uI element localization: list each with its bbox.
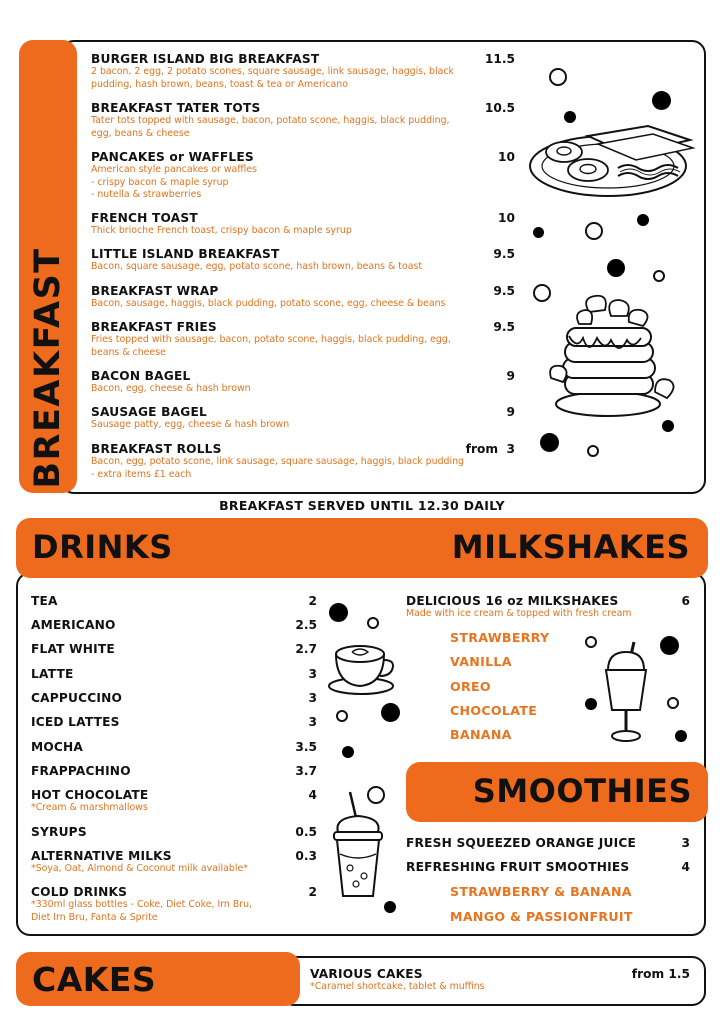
breakfast-plate-icon xyxy=(528,122,698,202)
smoothie-flavour: STRAWBERRY & BANANA xyxy=(450,884,632,899)
breakfast-item-price: 10.5 xyxy=(484,101,515,115)
cakes-desc: *Caramel shortcake, tablet & muffins xyxy=(310,981,485,992)
breakfast-item-name: BURGER ISLAND BIG BREAKFAST xyxy=(91,52,320,66)
breakfast-item-price: 9 xyxy=(506,405,515,419)
decor-dot xyxy=(533,284,551,302)
drink-item-row xyxy=(31,667,317,681)
drink-item xyxy=(31,691,317,705)
breakfast-item-row xyxy=(91,284,515,298)
breakfast-item xyxy=(91,150,515,202)
breakfast-item-desc: 2 bacon, 2 egg, 2 potato scones, square sausage, link sausage, haggis, black xyxy=(91,66,454,77)
drink-item-name: ICED LATTES xyxy=(31,715,120,729)
drink-item-price: 2.7 xyxy=(295,642,317,656)
drink-item-row xyxy=(31,691,317,705)
drink-item-price: 2 xyxy=(308,594,317,608)
breakfast-item-row xyxy=(91,247,515,261)
drink-item-name: MOCHA xyxy=(31,740,84,754)
drink-item xyxy=(31,885,317,924)
breakfast-item-row xyxy=(91,405,515,419)
drink-item-name: COLD DRINKS xyxy=(31,885,128,899)
drink-item-name: FLAT WHITE xyxy=(31,642,115,656)
smoothie-item-name: FRESH SQUEEZED ORANGE JUICE xyxy=(406,836,637,850)
drinks-heading: DRINKS xyxy=(32,528,173,566)
milkshakes-title-row xyxy=(406,594,690,608)
drink-item-row xyxy=(31,715,317,729)
breakfast-item-name: BREAKFAST FRIES xyxy=(91,320,217,334)
milkshakes-desc: Made with ice cream & topped with fresh cream xyxy=(406,608,632,619)
breakfast-item-desc: Sausage patty, egg, cheese & hash brown xyxy=(91,419,290,430)
milkshake-glass-icon xyxy=(600,640,652,744)
drink-item xyxy=(31,715,317,729)
breakfast-item-name: LITTLE ISLAND BREAKFAST xyxy=(91,247,280,261)
breakfast-item-price: 9.5 xyxy=(493,284,515,298)
drink-item-row xyxy=(31,642,317,656)
drink-item-desc: *330ml glass bottles - Coke, Diet Coke, Irn Bru, xyxy=(31,899,253,910)
smoothie-item xyxy=(406,860,690,874)
drink-item-price: 2.5 xyxy=(295,618,317,632)
decor-dot xyxy=(367,617,379,629)
breakfast-heading: BREAKFAST xyxy=(28,247,68,489)
breakfast-item xyxy=(91,211,515,238)
decor-dot xyxy=(381,703,400,722)
smoothie-item-price: 4 xyxy=(681,860,690,874)
decor-dot xyxy=(637,214,649,226)
breakfast-item xyxy=(91,369,515,396)
decor-dot xyxy=(367,786,385,804)
drink-item-price: 2 xyxy=(308,885,317,899)
breakfast-item-row xyxy=(91,211,515,225)
breakfast-item-desc: - crispy bacon & maple syrup xyxy=(91,176,229,188)
smoothie-item-price: 3 xyxy=(681,836,690,850)
breakfast-item xyxy=(91,320,515,359)
breakfast-item-desc: Thick brioche French toast, crispy bacon & maple syrup xyxy=(91,225,352,236)
milkshakes-title: DELICIOUS 16 oz MILKSHAKES xyxy=(406,594,619,608)
breakfast-item-desc: Tater tots topped with sausage, bacon, potato scone, haggis, black pudding, xyxy=(91,115,450,126)
decor-dot xyxy=(533,227,544,238)
breakfast-item-name: BREAKFAST ROLLS xyxy=(91,442,222,456)
decor-dot xyxy=(336,710,348,722)
milkshake-flavour: VANILLA xyxy=(450,654,512,669)
decor-dot xyxy=(585,698,597,710)
drink-item-name: FRAPPACHINO xyxy=(31,764,131,778)
breakfast-item-desc: pudding, hash brown, beans, toast & tea or Americano xyxy=(91,78,348,90)
breakfast-item-name: BREAKFAST WRAP xyxy=(91,284,219,298)
drink-item xyxy=(31,740,317,754)
drink-item-name: LATTE xyxy=(31,667,74,681)
drink-item-name: CAPPUCCINO xyxy=(31,691,123,705)
breakfast-item-desc: American style pancakes or waffles xyxy=(91,164,258,175)
breakfast-item-desc: Bacon, egg, cheese & hash brown xyxy=(91,383,251,394)
milkshake-flavour: BANANA xyxy=(450,727,512,742)
drink-item-row xyxy=(31,849,317,863)
decor-dot xyxy=(587,445,599,457)
breakfast-item-desc: Bacon, egg, potato scone, link sausage, square sausage, haggis, black pudding xyxy=(91,456,464,467)
drink-item-row xyxy=(31,618,317,632)
drink-item xyxy=(31,618,317,632)
breakfast-item-name: BREAKFAST TATER TOTS xyxy=(91,101,261,115)
drink-item-desc: *Soya, Oat, Almond & Coconut milk available* xyxy=(31,863,248,874)
drink-item xyxy=(31,788,317,815)
breakfast-item-desc: egg, beans & cheese xyxy=(91,127,190,139)
breakfast-item-name: PANCAKES or WAFFLES xyxy=(91,150,254,164)
drink-item-row xyxy=(31,885,317,899)
drink-item-name: AMERICANO xyxy=(31,618,116,632)
decor-dot xyxy=(329,603,348,622)
decor-dot xyxy=(540,433,559,452)
breakfast-item-name: BACON BAGEL xyxy=(91,369,191,383)
decor-dot xyxy=(667,697,679,709)
drink-item xyxy=(31,825,317,839)
drink-item-price: 3 xyxy=(308,691,317,705)
decor-dot xyxy=(549,68,567,86)
smoothies-heading: SMOOTHIES xyxy=(472,772,692,810)
drink-item-price: 3 xyxy=(308,715,317,729)
decor-dot xyxy=(660,636,679,655)
drink-item xyxy=(31,642,317,656)
breakfast-item-desc: - nutella & strawberries xyxy=(91,189,202,200)
breakfast-item-row xyxy=(91,52,515,66)
drink-item-row xyxy=(31,764,317,778)
iced-frappe-icon xyxy=(330,790,386,902)
decor-dot xyxy=(607,259,625,277)
breakfast-item-desc: beans & cheese xyxy=(91,346,166,358)
breakfast-item xyxy=(91,52,515,91)
drink-item-row xyxy=(31,788,317,802)
drink-item-price: 4 xyxy=(308,788,317,802)
drink-item xyxy=(31,849,317,876)
drink-item-price: 0.5 xyxy=(295,825,317,839)
breakfast-item-row xyxy=(91,101,515,115)
breakfast-item xyxy=(91,284,515,311)
decor-dot xyxy=(564,111,576,123)
coffee-cup-icon xyxy=(326,640,396,696)
breakfast-item-row xyxy=(91,442,515,456)
breakfast-item-name: SAUSAGE BAGEL xyxy=(91,405,207,419)
drink-item-price: 3.5 xyxy=(295,740,317,754)
milkshake-flavour: CHOCOLATE xyxy=(450,703,538,718)
drink-item-name: TEA xyxy=(31,594,58,608)
decor-dot xyxy=(585,222,603,240)
cakes-heading: CAKES xyxy=(32,960,157,999)
drink-item xyxy=(31,667,317,681)
breakfast-item-price: from 3 xyxy=(465,442,515,456)
breakfast-item-desc: Bacon, sausage, haggis, black pudding, potato scone, egg, cheese & beans xyxy=(91,298,446,309)
decor-dot xyxy=(585,636,597,648)
decor-dot xyxy=(342,746,354,758)
drink-item-row xyxy=(31,825,317,839)
breakfast-item-desc: Bacon, square sausage, egg, potato scone, hash brown, beans & toast xyxy=(91,261,423,272)
breakfast-item-row xyxy=(91,320,515,334)
breakfast-item-price: 10 xyxy=(498,211,515,225)
milkshakes-heading: MILKSHAKES xyxy=(451,528,690,566)
drink-item-desc: Diet Irn Bru, Fanta & Sprite xyxy=(31,911,158,923)
decor-dot xyxy=(384,901,396,913)
smoothie-item xyxy=(406,836,690,850)
breakfast-served-note: BREAKFAST SERVED UNTIL 12.30 DAILY xyxy=(219,498,505,513)
decor-dot xyxy=(652,91,671,110)
breakfast-item xyxy=(91,101,515,140)
decor-dot xyxy=(662,420,674,432)
drink-item-price: 3 xyxy=(308,667,317,681)
drink-item-row xyxy=(31,740,317,754)
milkshake-flavour: OREO xyxy=(450,679,491,694)
smoothie-item-name: REFRESHING FRUIT SMOOTHIES xyxy=(406,860,630,874)
drink-item-price: 3.7 xyxy=(295,764,317,778)
cakes-price: from 1.5 xyxy=(631,967,690,981)
breakfast-item-price: 9 xyxy=(506,369,515,383)
smoothie-flavour: MANGO & PASSIONFRUIT xyxy=(450,909,633,924)
breakfast-item-price: 11.5 xyxy=(484,52,515,66)
breakfast-item xyxy=(91,442,515,481)
milkshakes-price: 6 xyxy=(681,594,690,608)
decor-dot xyxy=(675,730,687,742)
drink-item xyxy=(31,764,317,778)
drink-item-name: ALTERNATIVE MILKS xyxy=(31,849,172,863)
drink-item-desc: *Cream & marshmallows xyxy=(31,802,148,813)
drink-item-row xyxy=(31,594,317,608)
breakfast-item-row xyxy=(91,369,515,383)
milkshake-flavour: STRAWBERRY xyxy=(450,630,550,645)
drink-item-name: SYRUPS xyxy=(31,825,87,839)
breakfast-item-price: 9.5 xyxy=(493,320,515,334)
breakfast-item xyxy=(91,405,515,432)
breakfast-item-price: 9.5 xyxy=(493,247,515,261)
breakfast-item-name: FRENCH TOAST xyxy=(91,211,198,225)
drink-item xyxy=(31,594,317,608)
breakfast-item xyxy=(91,247,515,274)
breakfast-item-desc: - extra items £1 each xyxy=(91,468,192,480)
drink-item-price: 0.3 xyxy=(295,849,317,863)
decor-dot xyxy=(653,270,665,282)
breakfast-item-price: 10 xyxy=(498,150,515,164)
breakfast-item-desc: Fries topped with sausage, bacon, potato scone, haggis, black pudding, egg, xyxy=(91,334,451,345)
drink-item-name: HOT CHOCOLATE xyxy=(31,788,149,802)
breakfast-item-row xyxy=(91,150,515,164)
pancake-stack-icon xyxy=(543,292,683,422)
cakes-name: VARIOUS CAKES xyxy=(310,967,423,981)
cakes-row xyxy=(310,967,690,981)
